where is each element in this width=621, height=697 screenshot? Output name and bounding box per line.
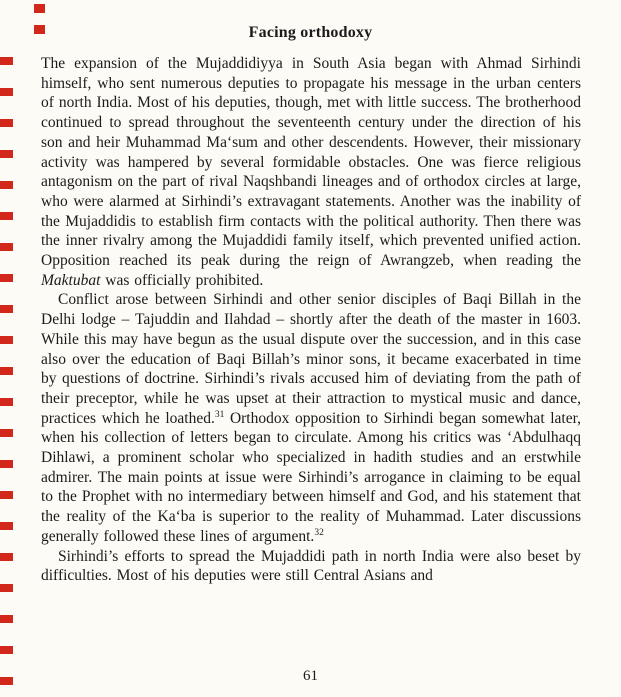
red-edge-mark (0, 150, 13, 158)
text-segment: was officially prohibited. (100, 271, 264, 289)
paragraph (41, 290, 581, 546)
red-edge-mark (0, 584, 13, 592)
page-body (41, 54, 581, 586)
red-edge-mark (0, 553, 13, 561)
red-edge-mark (34, 4, 45, 13)
red-edge-mark (0, 646, 13, 654)
text-segment: The expansion of the Mujaddidiyya in South Asia began with Ahmad Sirhindi himself, who sent numerous deputies to propagate his message in the urban centers of north India. Most of his deputies, though, met with little success. The brotherhood continued to spread throughout the seventeenth century under the direction of his son and heir Muhammad Ma‘sum and other descendents. However, their missionary activity was hampered by several formidable obstacles. One was fierce religious antagonism on the part of rival Naqshbandi lineages and of orthodox circles at large, who were alarmed at Sirhindi’s extravagant statements. Another was the inability of the Mujaddidis to establish firm contacts with the political authority. Then there was the inner rivalry among the Mujaddidi family itself, which prevented unified action. Opposition reached its peak during the reign of Awrangzeb, when reading the (41, 55, 581, 270)
red-edge-mark (0, 367, 13, 375)
red-edge-mark (0, 181, 13, 189)
red-edge-mark (0, 615, 13, 623)
text-segment: Maktubat (41, 271, 101, 289)
red-edge-mark (0, 460, 13, 468)
red-edge-mark (0, 57, 13, 65)
red-edge-mark (0, 274, 13, 282)
red-edge-mark (0, 88, 13, 96)
red-edge-mark (0, 522, 13, 530)
red-edge-mark (0, 491, 13, 499)
section-heading: Facing orthodoxy (248, 24, 373, 41)
red-edge-mark (0, 336, 13, 344)
red-edge-mark (0, 398, 13, 406)
paragraph (41, 54, 581, 290)
text-segment: Orthodox opposition to Sirhindi began somewhat later, when his collection of letters began to circulate. Among his critics was ‘Abdulhaqq Dihlawi, a prominent scholar who specialized in hadith studies and an erstwhile admirer. The main points at issue were Sirhindi’s arrogance in claiming to be equal to the Prophet with no intermediary between himself and God, and his statement that the reality of the Ka‘ba is superior to the reality of Muhammad. Later discussions generally followed these lines of argument. (41, 409, 581, 545)
page-number: 61 (303, 668, 318, 684)
red-edge-mark (0, 429, 13, 437)
paragraph (41, 547, 581, 586)
footnote-reference: 31 (214, 409, 225, 420)
red-edge-mark (0, 119, 13, 127)
red-edge-mark (0, 305, 13, 313)
text-segment: Conflict arose between Sirhindi and other senior disciples of Baqi Billah in the Delhi lodge – Tajuddin and Ilahdad – shortly after the death of the master in 1603. While this may have begun as the usual dispute over the succession, and in this case also over the education of Baqi Billah’s minor sons, it became exacerbated in time by questions of doctrine. Sirhindi’s rivals accused him of deviating from the path of their preceptor, while he was upset at their attraction to mystical music and dance, practices which he loathed. (41, 291, 581, 427)
red-edge-mark (0, 243, 13, 251)
footnote-reference: 32 (314, 527, 324, 538)
red-edge-mark (0, 212, 13, 220)
text-segment: Sirhindi’s efforts to spread the Mujaddidi path in north India were also beset by difficulties. Most of his deputies were still Central Asians and (41, 547, 581, 585)
